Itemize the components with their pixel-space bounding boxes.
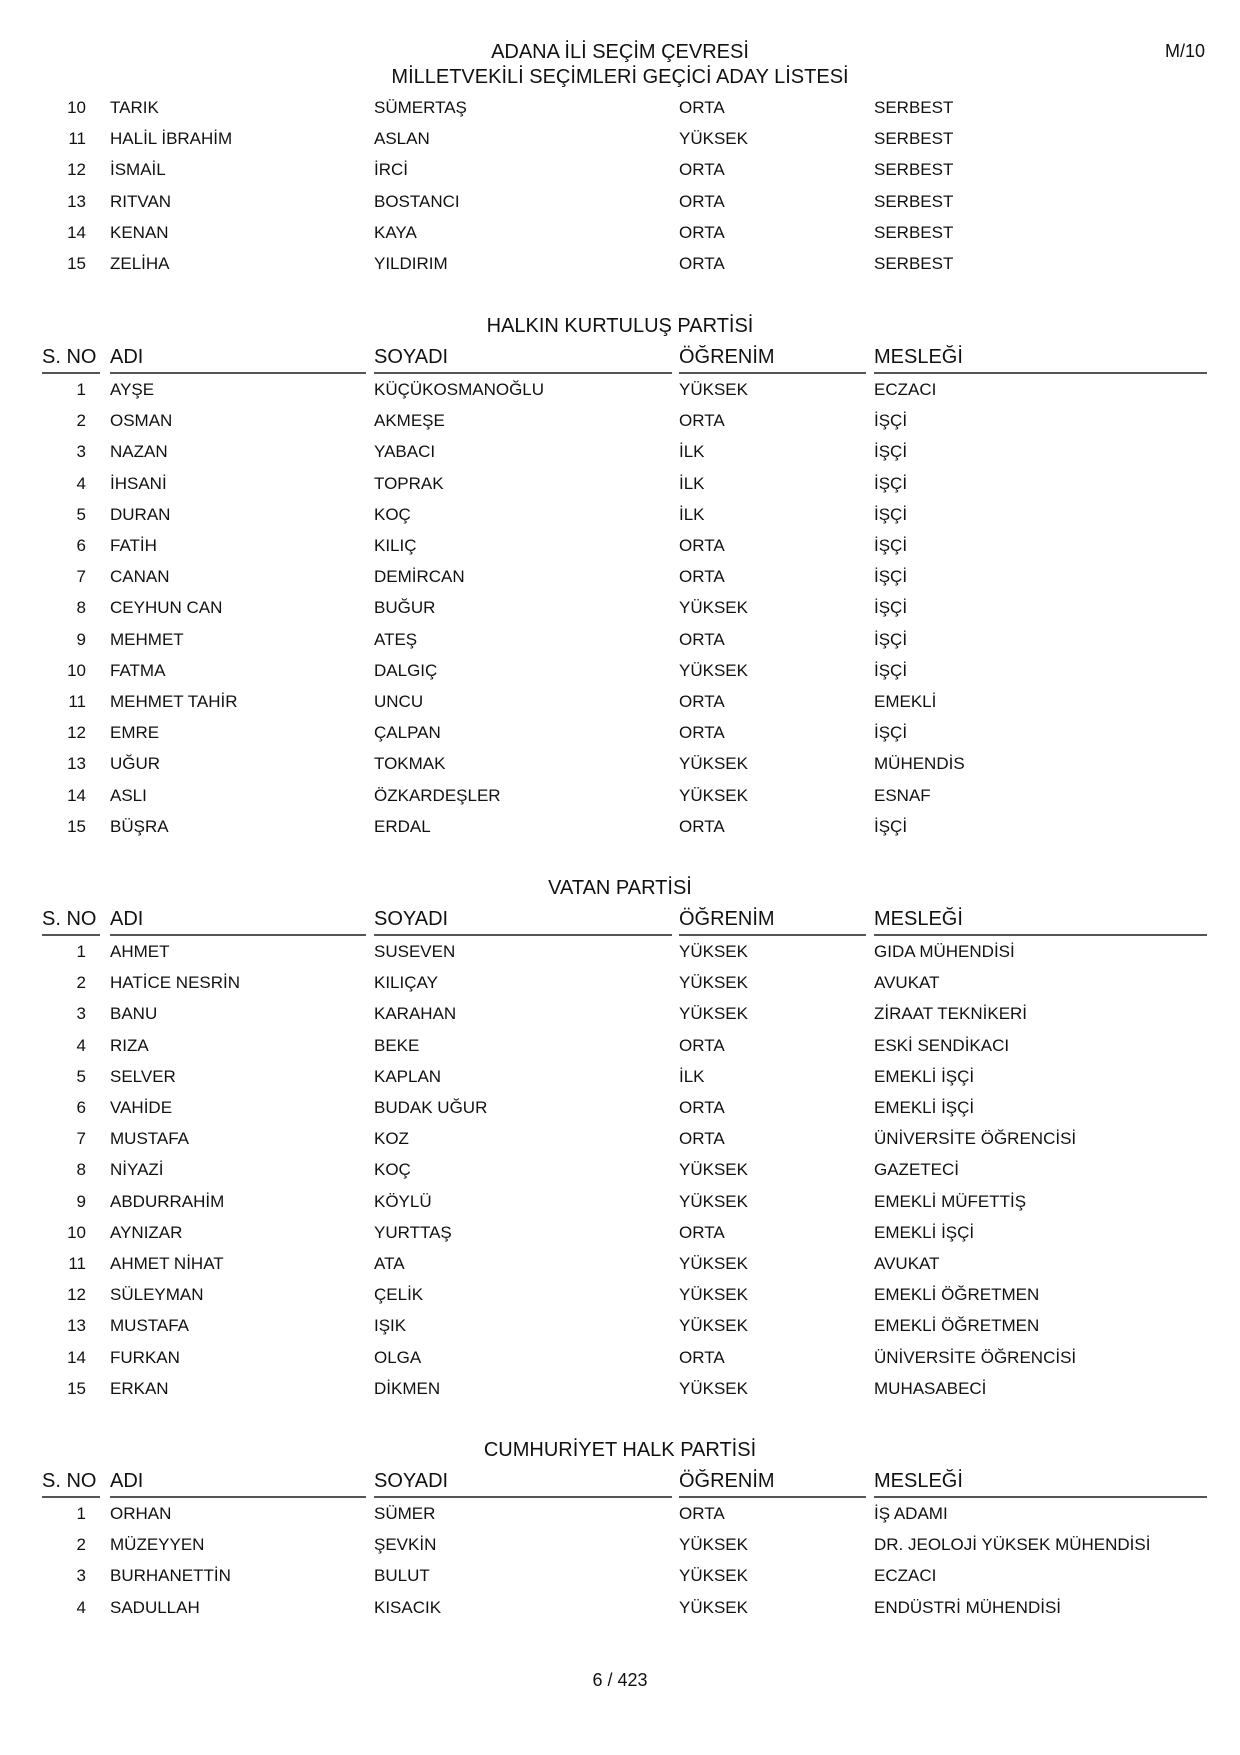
page-code: M/10 xyxy=(1164,41,1205,61)
candidate-occupation: EMEKLİ ÖĞRETMEN xyxy=(874,1285,1040,1305)
table-row xyxy=(0,442,1240,473)
row-number: 1 xyxy=(76,1504,86,1523)
row-number: 10 xyxy=(67,98,86,117)
table-row xyxy=(0,786,1240,817)
candidate-last-name: DİKMEN xyxy=(374,1378,441,1398)
candidate-occupation: EMEKLİ İŞÇİ xyxy=(874,1066,975,1086)
table-row xyxy=(0,630,1240,661)
candidate-first-name: ABDURRAHİM xyxy=(110,1191,225,1211)
candidate-education: YÜKSEK xyxy=(679,1316,748,1336)
table-row xyxy=(0,942,1240,973)
candidate-first-name: TARIK xyxy=(110,98,159,117)
column-header-adi: ADI xyxy=(110,906,366,936)
row-number: 14 xyxy=(67,222,86,242)
candidate-first-name: MEHMET xyxy=(110,629,184,649)
row-number: 8 xyxy=(76,598,86,618)
candidate-first-name: MEHMET TAHİR xyxy=(110,692,238,711)
candidate-last-name: İRCİ xyxy=(374,160,408,180)
candidate-education: ORTA xyxy=(679,1098,725,1117)
candidate-education: YÜKSEK xyxy=(679,1566,748,1586)
candidate-first-name: RIZA xyxy=(110,1035,149,1055)
candidate-education: İLK xyxy=(679,442,705,462)
candidate-first-name: İSMAİL xyxy=(110,160,166,180)
candidate-last-name: ATEŞ xyxy=(374,629,418,649)
column-header-adi: ADI xyxy=(110,1468,366,1498)
row-number: 8 xyxy=(76,1160,86,1180)
row-number: 15 xyxy=(67,254,86,273)
table-row xyxy=(0,1379,1240,1410)
row-number: 12 xyxy=(67,160,86,180)
candidate-occupation: EMEKLİ MÜFETTİŞ xyxy=(874,1191,1027,1211)
candidate-occupation: İŞ ADAMI xyxy=(874,1504,948,1523)
row-number: 12 xyxy=(67,1285,86,1305)
candidate-first-name: FURKAN xyxy=(110,1347,180,1367)
candidate-first-name: OSMAN xyxy=(110,411,173,431)
column-header-adi: ADI xyxy=(110,344,366,374)
candidate-first-name: MÜZEYYEN xyxy=(110,1535,205,1555)
row-number: 3 xyxy=(76,442,86,462)
candidate-first-name: CANAN xyxy=(110,567,170,587)
candidate-education: YÜKSEK xyxy=(679,129,748,149)
candidate-last-name: BULUT xyxy=(374,1566,430,1586)
candidate-first-name: HATİCE NESRİN xyxy=(110,973,241,993)
candidate-first-name: İHSANİ xyxy=(110,473,167,493)
table-row xyxy=(0,1316,1240,1347)
candidate-first-name: VAHİDE xyxy=(110,1098,173,1117)
column-header-no: S. NO xyxy=(42,344,100,374)
candidate-last-name: UNCU xyxy=(374,692,424,711)
candidate-education: ORTA xyxy=(679,1222,725,1242)
row-number: 7 xyxy=(76,1129,86,1149)
candidate-first-name: ORHAN xyxy=(110,1504,172,1523)
table-row xyxy=(0,723,1240,754)
candidate-first-name: ZELİHA xyxy=(110,254,170,273)
candidate-occupation: İŞÇİ xyxy=(874,598,908,618)
row-number: 4 xyxy=(76,1597,86,1617)
table-row xyxy=(0,160,1240,191)
row-number: 10 xyxy=(67,660,86,680)
candidate-education: YÜKSEK xyxy=(679,660,748,680)
candidate-last-name: KÖYLÜ xyxy=(374,1191,432,1211)
page-number: 6 / 423 xyxy=(592,1670,648,1690)
row-number: 4 xyxy=(76,1035,86,1055)
candidate-occupation: AVUKAT xyxy=(874,1254,940,1273)
table-row xyxy=(0,1504,1240,1535)
candidate-education: YÜKSEK xyxy=(679,380,748,399)
candidate-last-name: KAYA xyxy=(374,222,417,242)
candidate-education: YÜKSEK xyxy=(679,942,748,961)
candidate-education: ORTA xyxy=(679,1035,725,1055)
candidate-last-name: ŞEVKİN xyxy=(374,1535,437,1555)
row-number: 9 xyxy=(76,629,86,649)
row-number: 5 xyxy=(76,504,86,524)
candidate-first-name: ASLI xyxy=(110,785,147,805)
candidate-education: YÜKSEK xyxy=(679,754,748,774)
candidate-first-name: BURHANETTİN xyxy=(110,1566,231,1586)
candidate-last-name: OLGA xyxy=(374,1347,422,1367)
row-number: 1 xyxy=(76,380,86,399)
candidate-last-name: BUDAK UĞUR xyxy=(374,1098,488,1117)
candidate-occupation: EMEKLİ İŞÇİ xyxy=(874,1098,975,1117)
row-number: 2 xyxy=(76,1535,86,1555)
party-title: CUMHURİYET HALK PARTİSİ xyxy=(483,1439,757,1461)
column-header-no: S. NO xyxy=(42,906,100,936)
candidate-last-name: KISACIK xyxy=(374,1597,442,1617)
candidate-first-name: EMRE xyxy=(110,723,160,743)
candidate-education: ORTA xyxy=(679,191,725,211)
column-header-ogrenim: ÖĞRENİM xyxy=(679,1468,866,1498)
table-row xyxy=(0,98,1240,129)
candidate-occupation: İŞÇİ xyxy=(874,629,908,649)
candidate-education: ORTA xyxy=(679,1129,725,1149)
candidate-occupation: MÜHENDİS xyxy=(874,754,965,774)
table-row xyxy=(0,192,1240,223)
column-header-soyadi: SOYADI xyxy=(374,906,672,936)
candidate-occupation: ECZACI xyxy=(874,1566,937,1586)
candidate-last-name: ÇALPAN xyxy=(374,723,441,743)
row-number: 13 xyxy=(67,1316,86,1336)
candidate-occupation: DR. JEOLOJİ YÜKSEK MÜHENDİSİ xyxy=(874,1535,1151,1555)
candidate-last-name: KOZ xyxy=(374,1129,409,1149)
column-header-soyadi: SOYADI xyxy=(374,1468,672,1498)
table-row xyxy=(0,567,1240,598)
candidate-occupation: ESNAF xyxy=(874,785,931,805)
table-row xyxy=(0,598,1240,629)
candidate-last-name: BUĞUR xyxy=(374,598,436,618)
candidate-education: YÜKSEK xyxy=(679,785,748,805)
table-row xyxy=(0,754,1240,785)
candidate-occupation: İŞÇİ xyxy=(874,473,908,493)
candidate-first-name: NİYAZİ xyxy=(110,1160,164,1180)
row-number: 11 xyxy=(68,692,86,711)
table-row xyxy=(0,1067,1240,1098)
row-number: 11 xyxy=(68,129,86,149)
candidate-first-name: MUSTAFA xyxy=(110,1316,190,1336)
candidate-last-name: DALGIÇ xyxy=(374,660,438,680)
table-row xyxy=(0,1348,1240,1379)
candidate-occupation: İŞÇİ xyxy=(874,504,908,524)
column-header-ogrenim: ÖĞRENİM xyxy=(679,344,866,374)
candidate-occupation: GAZETECİ xyxy=(874,1160,960,1180)
table-row xyxy=(0,1160,1240,1191)
row-number: 9 xyxy=(76,1191,86,1211)
table-row xyxy=(0,1566,1240,1597)
candidate-occupation: İŞÇİ xyxy=(874,411,908,431)
candidate-education: YÜKSEK xyxy=(679,1004,748,1024)
candidate-last-name: ERDAL xyxy=(374,816,431,836)
table-row xyxy=(0,661,1240,692)
table-row xyxy=(0,692,1240,723)
candidate-last-name: DEMİRCAN xyxy=(374,567,465,587)
candidate-education: ORTA xyxy=(679,629,725,649)
table-row xyxy=(0,505,1240,536)
candidate-education: İLK xyxy=(679,1066,705,1086)
candidate-first-name: AYNIZAR xyxy=(110,1222,183,1242)
row-number: 3 xyxy=(76,1566,86,1586)
candidate-last-name: SÜMERTAŞ xyxy=(374,98,467,117)
candidate-occupation: İŞÇİ xyxy=(874,536,908,555)
candidate-occupation: ÜNİVERSİTE ÖĞRENCİSİ xyxy=(874,1129,1077,1149)
candidate-last-name: BEKE xyxy=(374,1035,420,1055)
candidate-education: YÜKSEK xyxy=(679,1191,748,1211)
candidate-occupation: ECZACI xyxy=(874,380,937,399)
candidate-education: İLK xyxy=(679,473,705,493)
candidate-last-name: ÇELİK xyxy=(374,1285,424,1305)
candidate-last-name: KARAHAN xyxy=(374,1004,457,1024)
row-number: 13 xyxy=(67,191,86,211)
candidate-last-name: ÖZKARDEŞLER xyxy=(374,785,501,805)
candidate-first-name: HALİL İBRAHİM xyxy=(110,129,233,149)
candidate-occupation: İŞÇİ xyxy=(874,816,908,836)
candidate-first-name: SELVER xyxy=(110,1066,176,1086)
document-subtitle: MİLLETVEKİLİ SEÇİMLERİ GEÇİCİ ADAY LİSTESİ xyxy=(391,66,849,88)
candidate-occupation: SERBEST xyxy=(874,129,954,149)
table-row xyxy=(0,380,1240,411)
party-title: HALKIN KURTULUŞ PARTİSİ xyxy=(486,315,754,337)
candidate-last-name: SUSEVEN xyxy=(374,942,456,961)
table-row xyxy=(0,1535,1240,1566)
candidate-occupation: SERBEST xyxy=(874,98,954,117)
row-number: 3 xyxy=(76,1004,86,1024)
table-row xyxy=(0,1192,1240,1223)
column-header-meslegi: MESLEĞİ xyxy=(874,906,1207,936)
candidate-occupation: EMEKLİ İŞÇİ xyxy=(874,1222,975,1242)
column-header-meslegi: MESLEĞİ xyxy=(874,344,1207,374)
row-number: 2 xyxy=(76,973,86,993)
table-row xyxy=(0,1223,1240,1254)
candidate-first-name: KENAN xyxy=(110,222,169,242)
candidate-occupation: SERBEST xyxy=(874,160,954,180)
column-header-no: S. NO xyxy=(42,1468,100,1498)
table-row xyxy=(0,1285,1240,1316)
row-number: 1 xyxy=(76,942,86,961)
party-title: VATAN PARTİSİ xyxy=(548,877,692,899)
candidate-first-name: AYŞE xyxy=(110,380,155,399)
candidate-last-name: KOÇ xyxy=(374,504,411,524)
table-row xyxy=(0,1129,1240,1160)
table-row xyxy=(0,1036,1240,1067)
candidate-occupation: AVUKAT xyxy=(874,973,940,993)
row-number: 2 xyxy=(76,411,86,431)
row-number: 15 xyxy=(67,816,86,836)
candidate-first-name: SÜLEYMAN xyxy=(110,1285,204,1305)
candidate-first-name: DURAN xyxy=(110,504,171,524)
candidate-education: ORTA xyxy=(679,254,725,273)
row-number: 10 xyxy=(67,1222,86,1242)
table-row xyxy=(0,1004,1240,1035)
candidate-education: İLK xyxy=(679,504,705,524)
candidate-last-name: KÜÇÜKOSMANOĞLU xyxy=(374,380,545,399)
candidate-education: YÜKSEK xyxy=(679,973,748,993)
candidate-last-name: KILIÇ xyxy=(374,536,417,555)
candidate-last-name: TOPRAK xyxy=(374,473,444,493)
table-row xyxy=(0,1098,1240,1129)
candidate-first-name: NAZAN xyxy=(110,442,168,462)
candidate-education: ORTA xyxy=(679,567,725,587)
candidate-last-name: KILIÇAY xyxy=(374,973,438,993)
candidate-occupation: ZİRAAT TEKNİKERİ xyxy=(874,1004,1028,1024)
candidate-first-name: FATİH xyxy=(110,536,157,555)
candidate-last-name: SÜMER xyxy=(374,1504,436,1523)
table-row xyxy=(0,973,1240,1004)
table-row xyxy=(0,536,1240,567)
row-number: 6 xyxy=(76,536,86,555)
candidate-last-name: IŞIK xyxy=(374,1316,407,1336)
column-header-ogrenim: ÖĞRENİM xyxy=(679,906,866,936)
table-row xyxy=(0,254,1240,285)
candidate-occupation: İŞÇİ xyxy=(874,723,908,743)
row-number: 14 xyxy=(67,785,86,805)
column-header-soyadi: SOYADI xyxy=(374,344,672,374)
table-row xyxy=(0,1254,1240,1285)
row-number: 11 xyxy=(68,1254,86,1273)
candidate-education: ORTA xyxy=(679,98,725,117)
candidate-occupation: MUHASABECİ xyxy=(874,1378,987,1398)
row-number: 13 xyxy=(67,754,86,774)
table-row xyxy=(0,817,1240,848)
candidate-occupation: SERBEST xyxy=(874,254,954,273)
candidate-first-name: AHMET NİHAT xyxy=(110,1254,224,1273)
candidate-first-name: RITVAN xyxy=(110,191,172,211)
candidate-last-name: KOÇ xyxy=(374,1160,411,1180)
candidate-education: YÜKSEK xyxy=(679,1378,748,1398)
candidate-occupation: EMEKLİ ÖĞRETMEN xyxy=(874,1316,1040,1336)
candidate-last-name: KAPLAN xyxy=(374,1066,442,1086)
candidate-occupation: İŞÇİ xyxy=(874,660,908,680)
candidate-occupation: ESKİ SENDİKACI xyxy=(874,1035,1010,1055)
candidate-first-name: BÜŞRA xyxy=(110,816,169,836)
table-row xyxy=(0,129,1240,160)
candidate-occupation: İŞÇİ xyxy=(874,567,908,587)
candidate-first-name: UĞUR xyxy=(110,754,161,774)
candidate-education: ORTA xyxy=(679,222,725,242)
document-title: ADANA İLİ SEÇİM ÇEVRESİ xyxy=(491,41,749,63)
row-number: 4 xyxy=(76,473,86,493)
candidate-first-name: CEYHUN CAN xyxy=(110,598,223,618)
row-number: 12 xyxy=(67,723,86,743)
candidate-education: YÜKSEK xyxy=(679,1597,748,1617)
candidate-last-name: ATA xyxy=(374,1254,405,1273)
candidate-education: ORTA xyxy=(679,692,725,711)
row-number: 5 xyxy=(76,1066,86,1086)
candidate-first-name: AHMET xyxy=(110,942,170,961)
candidate-last-name: YABACI xyxy=(374,442,436,462)
row-number: 15 xyxy=(67,1378,86,1398)
candidate-last-name: AKMEŞE xyxy=(374,411,445,431)
row-number: 6 xyxy=(76,1098,86,1117)
candidate-occupation: İŞÇİ xyxy=(874,442,908,462)
candidate-education: YÜKSEK xyxy=(679,1254,748,1273)
table-row xyxy=(0,411,1240,442)
candidate-first-name: FATMA xyxy=(110,660,166,680)
candidate-education: YÜKSEK xyxy=(679,598,748,618)
candidate-first-name: SADULLAH xyxy=(110,1597,200,1617)
candidate-occupation: SERBEST xyxy=(874,222,954,242)
candidate-education: ORTA xyxy=(679,723,725,743)
candidate-occupation: ENDÜSTRİ MÜHENDİSİ xyxy=(874,1597,1062,1617)
candidate-education: ORTA xyxy=(679,160,725,180)
candidate-education: ORTA xyxy=(679,816,725,836)
candidate-occupation: SERBEST xyxy=(874,191,954,211)
candidate-first-name: BANU xyxy=(110,1004,158,1024)
candidate-last-name: BOSTANCI xyxy=(374,191,460,211)
candidate-education: YÜKSEK xyxy=(679,1160,748,1180)
candidate-occupation: EMEKLİ xyxy=(874,692,937,711)
candidate-last-name: YURTTAŞ xyxy=(374,1222,452,1242)
row-number: 14 xyxy=(67,1347,86,1367)
candidate-education: ORTA xyxy=(679,1347,725,1367)
candidate-first-name: ERKAN xyxy=(110,1378,169,1398)
column-header-meslegi: MESLEĞİ xyxy=(874,1468,1207,1498)
table-row xyxy=(0,1598,1240,1629)
candidate-education: YÜKSEK xyxy=(679,1535,748,1555)
table-row xyxy=(0,223,1240,254)
candidate-education: YÜKSEK xyxy=(679,1285,748,1305)
candidate-occupation: GIDA MÜHENDİSİ xyxy=(874,942,1015,961)
candidate-last-name: TOKMAK xyxy=(374,754,446,774)
candidate-occupation: ÜNİVERSİTE ÖĞRENCİSİ xyxy=(874,1347,1077,1367)
row-number: 7 xyxy=(76,567,86,587)
candidate-last-name: YILDIRIM xyxy=(374,254,448,273)
candidate-education: ORTA xyxy=(679,411,725,431)
table-row xyxy=(0,474,1240,505)
candidate-education: ORTA xyxy=(679,536,725,555)
candidate-last-name: ASLAN xyxy=(374,129,430,149)
candidate-first-name: MUSTAFA xyxy=(110,1129,190,1149)
candidate-education: ORTA xyxy=(679,1504,725,1523)
